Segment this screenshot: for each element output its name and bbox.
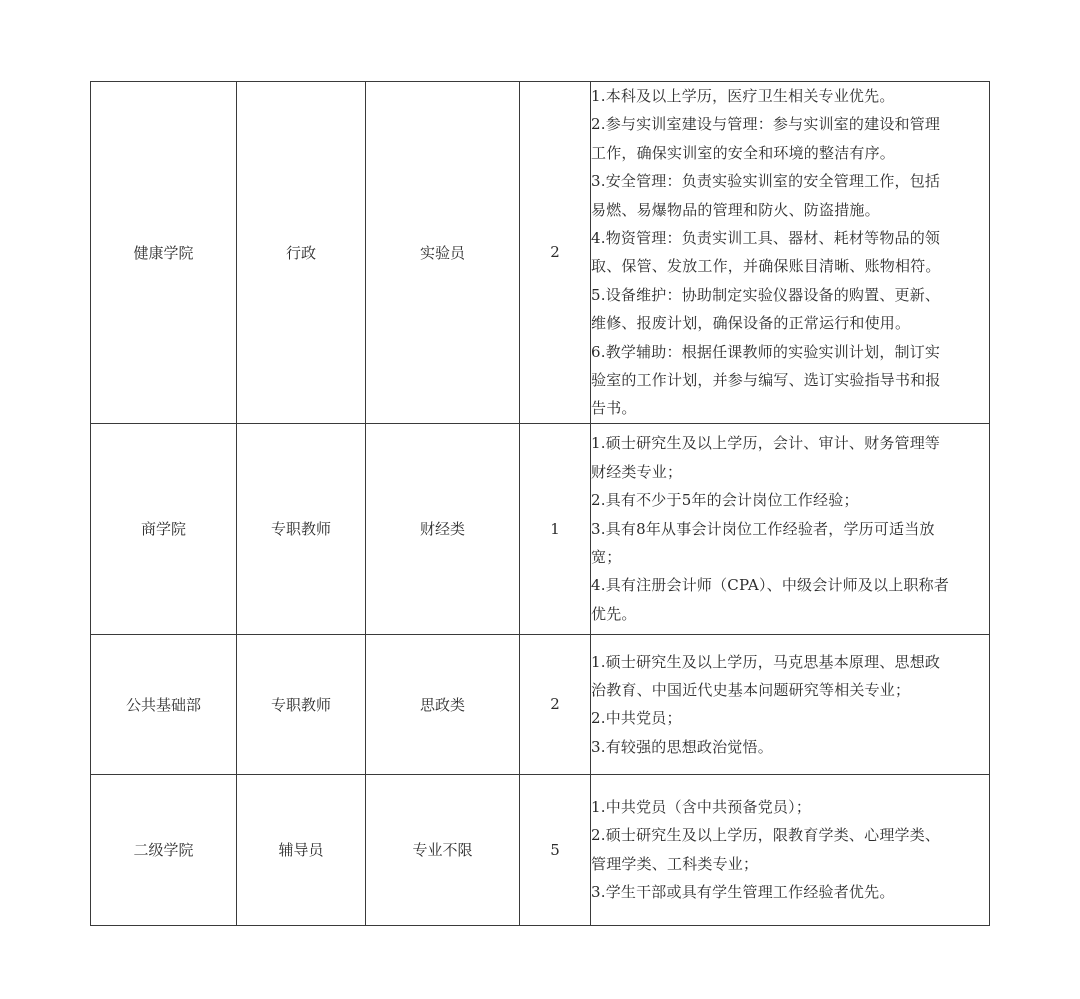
requirements-cell: [591, 423, 990, 634]
department-cell: 健康学院: [91, 82, 237, 424]
table-row: [91, 423, 990, 634]
requirement-line: 易燃、易爆物品的管理和防火、防盗措施。: [591, 200, 880, 219]
requirement-line: 财经类专业；: [591, 462, 683, 481]
count-cell: 1: [520, 423, 591, 634]
requirement-line: 2.中共党员；: [591, 709, 682, 728]
requirements-cell: [591, 82, 990, 424]
requirements-cell: [591, 774, 990, 925]
requirement-line: 1.中共党员（含中共预备党员）；: [591, 798, 812, 817]
requirement-line: 4.物资管理：负责实训工具、器材、耗材等物品的领: [591, 229, 941, 248]
requirement-line: 取、保管、发放工作，并确保账目清晰、账物相符。: [591, 257, 941, 276]
position-cell: 财经类: [366, 423, 520, 634]
count-cell: 2: [520, 634, 591, 774]
requirement-line: 验室的工作计划，并参与编写、选订实验指导书和报: [591, 371, 941, 390]
table-row: [91, 82, 990, 424]
requirement-line: 3.学生干部或具有学生管理工作经验者优先。: [591, 883, 895, 902]
category-cell: 专职教师: [237, 634, 366, 774]
department-cell: 二级学院: [91, 774, 237, 925]
requirement-line: 3.具有8年从事会计岗位工作经验者，学历可适当放: [591, 519, 935, 538]
requirement-line: 维修、报废计划，确保设备的正常运行和使用。: [591, 314, 911, 333]
requirement-line: 1.硕士研究生及以上学历，会计、审计、财务管理等: [591, 434, 941, 453]
table-row: [91, 634, 990, 774]
requirement-line: 优先。: [591, 604, 637, 623]
department-cell: 商学院: [91, 423, 237, 634]
requirement-line: 工作，确保实训室的安全和环境的整洁有序。: [591, 143, 896, 162]
requirement-line: 2.参与实训室建设与管理：参与实训室的建设和管理: [591, 115, 941, 134]
requirement-line: 告书。: [591, 399, 637, 418]
table-row: [91, 774, 990, 925]
requirement-line: 2.硕士研究生及以上学历，限教育学类、心理学类、: [591, 826, 941, 845]
category-cell: 专职教师: [237, 423, 366, 634]
requirement-line: 2.具有不少于5年的会计岗位工作经验；: [591, 491, 859, 510]
position-cell: 思政类: [366, 634, 520, 774]
category-cell: 行政: [237, 82, 366, 424]
position-cell: 实验员: [366, 82, 520, 424]
count-cell: 2: [520, 82, 591, 424]
requirement-line: 1.硕士研究生及以上学历，马克思基本原理、思想政: [591, 652, 941, 671]
requirement-line: 宽；: [591, 548, 622, 567]
requirement-line: 5.设备维护：协助制定实验仪器设备的购置、更新、: [591, 285, 941, 304]
requirement-line: 3.安全管理：负责实验实训室的安全管理工作，包括: [591, 172, 941, 191]
position-cell: 专业不限: [366, 774, 520, 925]
requirements-cell: [591, 634, 990, 774]
category-cell: 辅导员: [237, 774, 366, 925]
requirement-line: 1.本科及以上学历，医疗卫生相关专业优先。: [591, 87, 895, 105]
requirement-line: 6.教学辅助：根据任课教师的实验实训计划，制订实: [591, 342, 941, 361]
requirement-line: 3.有较强的思想政治觉悟。: [591, 737, 773, 756]
count-cell: 5: [520, 774, 591, 925]
department-cell: 公共基础部: [91, 634, 237, 774]
requirement-line: 治教育、中国近代史基本问题研究等相关专业；: [591, 680, 911, 699]
requirement-line: 4.具有注册会计师（CPA）、中级会计师及以上职称者: [591, 576, 950, 595]
requirement-line: 管理学类、工科类专业；: [591, 854, 759, 873]
recruitment-table: [90, 81, 990, 926]
